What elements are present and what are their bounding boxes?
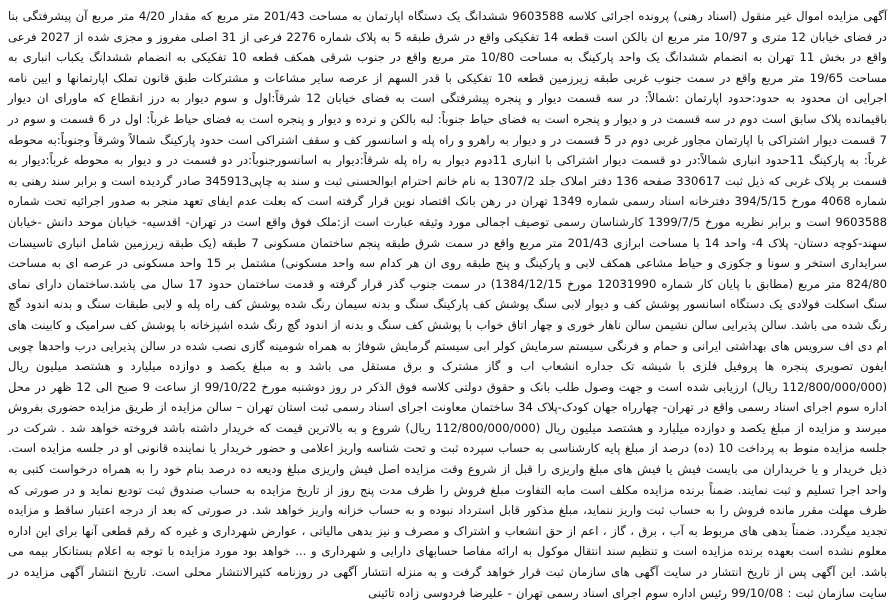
auction-notice-body: آگهی مزایده اموال غیر منقول (اسناد رهنی) پرونده اجرائی کلاسه 9603588 ششدانگ یک دستگاه اپارتمان به مساحت 201/43 متر مربع که مقدار 4/20 متر مربع آن پیشرفتگی بنا در فضای خیابان 12 متری و 10/97 متر مربع ان بالکن است قطعه 14 تفکیکی واقع در شرق طبقه 5 به پلاک شماره 2276 فرعی از 31 اصلی مفروز و مجزی شده از 2027 فرعی واقع در بخش 11 تهران به انضمام ششدانگ یک واحد پارکینگ به مساحت 10/80 متر مربع واقع در جنوب شرقی همکف قطعه 10 تفکیکی به انضمام ششدانگ یکباب انباری به مساحت 19/65 متر مربع واقع در سمت جنوب غربی طبقه زیرزمین قطعه 10 تفکیکی با قدر السهم از عرصه سایر مشاعات و مشترکات طبق قانون تملک اپارتمانها و ایین نامه اجرایی ان محدود به حدود:حدود اپارتمان :شمالاً: در سه قسمت دیوار و پنجره پیشرفتگی است به فضای خیابان 12 شرقاً:اول و سوم دیوار به درز انقطاع که ماورای ان دیوار باقیمانده پلاک سابق است دوم در سه قسمت در و دیوار و پنجره است به فضای حیاط جنوباً: لبه بالکن و نرده و دیوار و پنجره است به فضای حیاط غرباً: اول در 6 قسمت و سوم در 7 قسمت دیوار اشتراکی با اپارتمان مجاور غربی دوم در 5 قسمت در و دیوار به راهرو و راه پله و اسانسور کف و سقف اشتراکی است حدود پارکینگ شمالاً وشرقاً وجنوباً:به محوطه غرباً: به پارکینگ 11حدود انباری شمالاً:در دو قسمت دیوار اشتراکی با انباری 11دوم دیوار به راه پله شرقاً:دیوار به اسانسورجنوباً:در دو قسمت در و دیوار به محوطه غرباً:دیوار به قسمت بر پلاک غربی که ذیل ثبت 330617 صفحه 136 دفتر املاک جلد 1307/2 به نام خانم احترام ابوالحسنی ثبت و سند به چاپی345913 صادر گردیده است و برابر سند رهنی به شماره 4068 مورخ 394/5/15 دفترخانه اسناد رسمی شماره 1349 تهران در رهن بانک اقتصاد نوین قرار گرفته است که بعلت عدم ایفای تعهد منجر به صدور اجرائیه تحت شماره 9603588 است و برابر نظریه مورخ 1399/7/5 کارشناسان رسمی توصیف اجمالی مورد وثیقه عبارت است از:ملک فوق واقع است در تهران- اقدسیه- خیابان موحد دانش -خیابان سهند-کوچه دستان- پلاک 4- واحد 14 با مساحت ابرازی 201/43 متر مربع واقع در سمت شرق طبقه پنجم ساختمان مسکونی 7 طبقه (یک طبقه زیرزمین شامل انباری تاسیسات سرایداری استخر و سونا و جکوزی و حیاط مشاعی همکف لابی و پارکینگ و پنج طبقه روی ان هر کدام سه واحد مسکونی) مشتمل بر 15 واحد مسکونی در عرصه ای به مساحت 824/80 متر مربع (مطابق با پایان کار شماره 12031990 مورخ 1384/12/15) در سمت جنوب گذر قرار گرفته و قدمت ساختمان حدود 17 سال می باشد.ساختمان دارای نمای سنگ اسکلت فولادی یک دستگاه اسانسور پوشش کف و دیوار لابی سنگ پوشش کف پارکینگ سنگ و بدنه سیمان رنگ شده پوشش کف راه پله و لابی طبقات سنگ و بدنه اندود گچ رنگ شده می باشد. سالن پذیرایی سالن نشیمن سالن ناهار خوری و چهار اتاق خواب با پوشش کف سنگ و بدنه از اندود گچ رنگ شده اشپزخانه با پوشش کف سرامیک و کابینت های ام دی اف سرویس های بهداشتی ایرانی و حمام و فرنگی سیستم سرمایش کولر ابی سیستم گرمایش شوفاژ به همراه شومینه گازی نصب شده در سالن پذیرایی درب واحدها چوبی ایفون تصویری پنجره ها پروفیل فلزی با شیشه تک جداره انشعاب اب و گاز مشترک و برق مستقل می باشد و به مبلغ یکصد و دوازده میلیارد و هشتصد میلیون ریال (112/800/000/000 ریال) ارزیابی شده است و جهت وصول طلب بانک و حقوق دولتی کلاسه فوق الذکر در روز دوشنبه مورخ 99/10/22 از ساعت 9 صبح الی 12 ظهر در محل اداره سوم اجرای اسناد رسمی واقع در تهران- چهارراه جهان کودک-پلاک 34 ساختمان معاونت اجرای اسناد رسمی ثبت استان تهران – سالن مزایده از طریق مزایده حضوری بفروش میرسد و مزایده از مبلغ یکصد و دوازده میلیارد و هشتصد میلیون ریال (112/800/000/000 ریال) شروع و به بالاترین قیمت که خریدار داشته باشد فروخته خواهد شد . شرکت در جلسه مزایده منوط به پرداخت 10 (ده) درصد از مبلغ پایه کارشناسی به حساب سپرده ثبت و تحت شناسه واریز اعلامی و حضور خریدار یا نماینده قانونی او در جلسه مزایده است. ذیل خریدار و یا خریداران می بایست فیش یا فیش های مبلغ واریزی را قبل از شروع وقت مزایده اصل فیش واریزی مبلغ ودیعه ده درصد بنام خود را به همراه درخواست کتبی به واحد اجرا تسلیم و ثبت نمایند. ضمناً برنده مزایده مکلف است مابه التفاوت مبلغ فروش را ظرف مدت پنج روز از تاریخ مزایده به حساب صندوق ثبت تودیع نماید و در صورتی که ظرف مهلت مقرر مانده فروش را به حساب ثبت واریز ننماید، مبلغ مذکور قابل استرداد نبوده و به حساب خزانه واریز خواهد شد. در صورتی که بعد از درجه اعتبار ساقط و مزایده تجدید میگردد. ضمناً بدهی های مربوط به آب ، برق ، گاز ، اعم از حق انشعاب و اشتراک و مصرف و نیز بدهی مالیاتی ، عوارض شهرداری و غیره که رقم قطعی آنها برای این اداره معلوم نشده است بعهده برنده مزایده است و تنظیم سند انتقال موکول به ارائه مفاصا حسابهای دارایی و شهرداری و ... خواهد بود مورد مزایده با توجه به اعلام بستانکار بیمه می باشد. این آگهی پس از تاریخ انتشار در سایت آگهی های سازمان ثبت قرار خواهد گرفت و به منزله انتشار آگهی در روزنامه کثیرالانتشار محلی است. تاریخ انتشار آگهی مزایده در سایت سازمان ثبت : 99/10/08 رئیس اداره سوم اجرای اسناد رسمی تهران - علیرضا فردوسی زاده تائینی [8,9,888,600]
